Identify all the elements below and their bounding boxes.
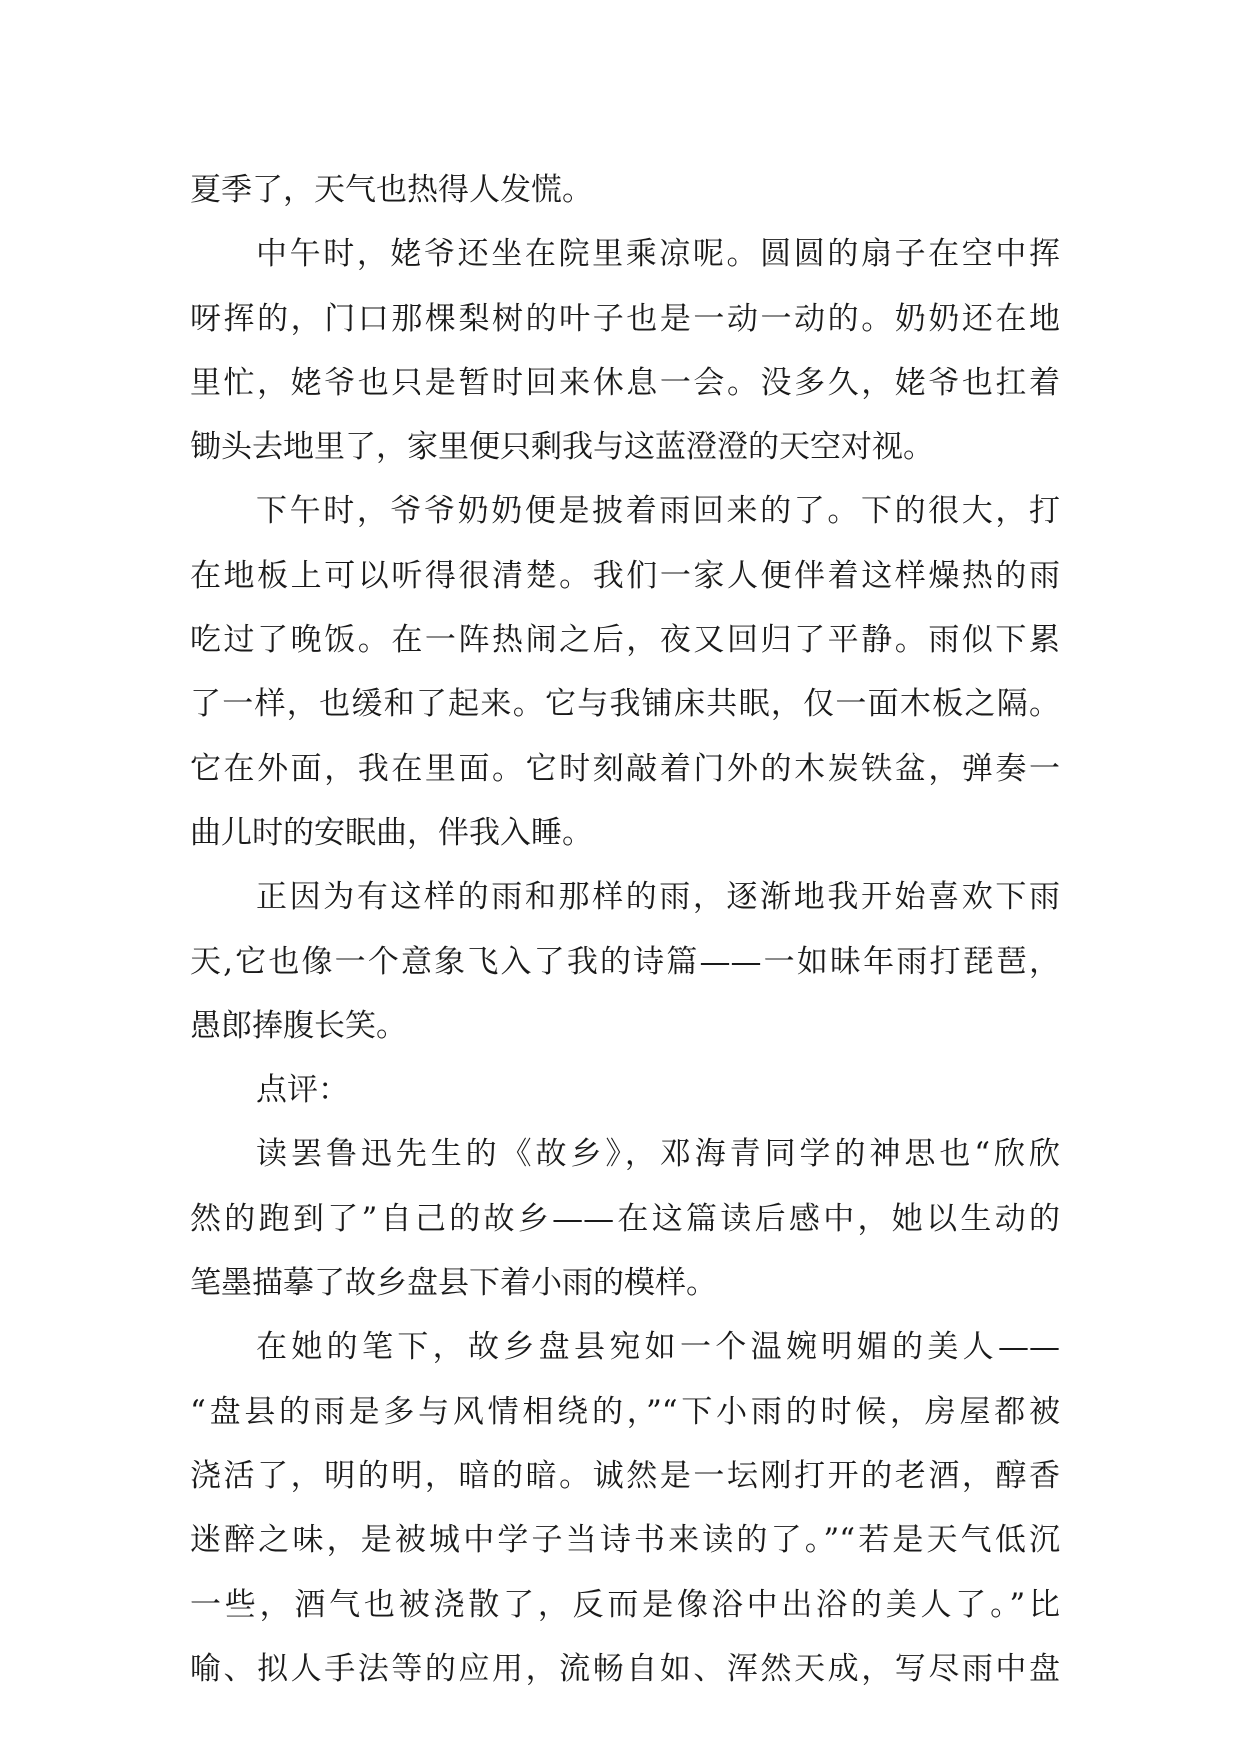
- text-line: 了一样，也缓和了起来。它与我铺床共眠，仅一面木板之隔。: [190, 686, 1060, 723]
- text-line: 里忙，姥爷也只是暂时回来休息一会。没多久，姥爷也扛着: [190, 364, 1060, 401]
- text-line: 天,它也像一个意象飞入了我的诗篇——一如昧年雨打琵琶，: [190, 943, 1060, 980]
- text-line: 在地板上可以听得很清楚。我们一家人便伴着这样燥热的雨: [190, 557, 1060, 594]
- text-line: 浇活了，明的明，暗的暗。诚然是一坛刚打开的老酒，醇香: [190, 1457, 1060, 1494]
- text-line: 迷醉之味，是被城中学子当诗书来读的了。”“若是天气低沉: [190, 1522, 1060, 1559]
- text-line: 点评：: [256, 1072, 349, 1109]
- text-line: 在她的笔下，故乡盘县宛如一个温婉明媚的美人——: [256, 1329, 1060, 1366]
- text-line: “盘县的雨是多与风情相绕的，”“下小雨的时候，房屋都被: [190, 1393, 1060, 1430]
- text-line: 吃过了晚饭。在一阵热闹之后，夜又回归了平静。雨似下累: [190, 622, 1060, 659]
- text-line: 喻、拟人手法等的应用，流畅自如、浑然天成，写尽雨中盘: [190, 1650, 1060, 1687]
- text-line: 愚郎捧腹长笑。: [190, 1007, 407, 1044]
- text-line: 正因为有这样的雨和那样的雨，逐渐地我开始喜欢下雨: [256, 879, 1060, 916]
- text-line: 曲儿时的安眠曲，伴我入睡。: [190, 814, 593, 851]
- text-line: 读罢鲁迅先生的《故乡》，邓海青同学的神思也“欣欣: [256, 1136, 1060, 1173]
- text-line: 夏季了，天气也热得人发慌。: [190, 172, 593, 208]
- text-line: 下午时，爷爷奶奶便是披着雨回来的了。下的很大，打: [256, 493, 1060, 530]
- text-line: 中午时，姥爷还坐在院里乘凉呢。圆圆的扇子在空中挥: [256, 236, 1060, 273]
- text-line: 然的跑到了”自己的故乡——在这篇读后感中，她以生动的: [190, 1200, 1060, 1237]
- text-line: 锄头去地里了，家里便只剩我与这蓝澄澄的天空对视。: [190, 429, 934, 466]
- text-line: 呀挥的，门口那棵梨树的叶子也是一动一动的。奶奶还在地: [190, 300, 1060, 337]
- text-line: 它在外面，我在里面。它时刻敲着门外的木炭铁盆，弹奏一: [190, 750, 1060, 787]
- text-line: 笔墨描摹了故乡盘县下着小雨的模样。: [190, 1265, 717, 1302]
- text-line: 一些，酒气也被浇散了，反而是像浴中出浴的美人了。”比: [190, 1586, 1060, 1623]
- document-body: [190, 158, 1060, 1701]
